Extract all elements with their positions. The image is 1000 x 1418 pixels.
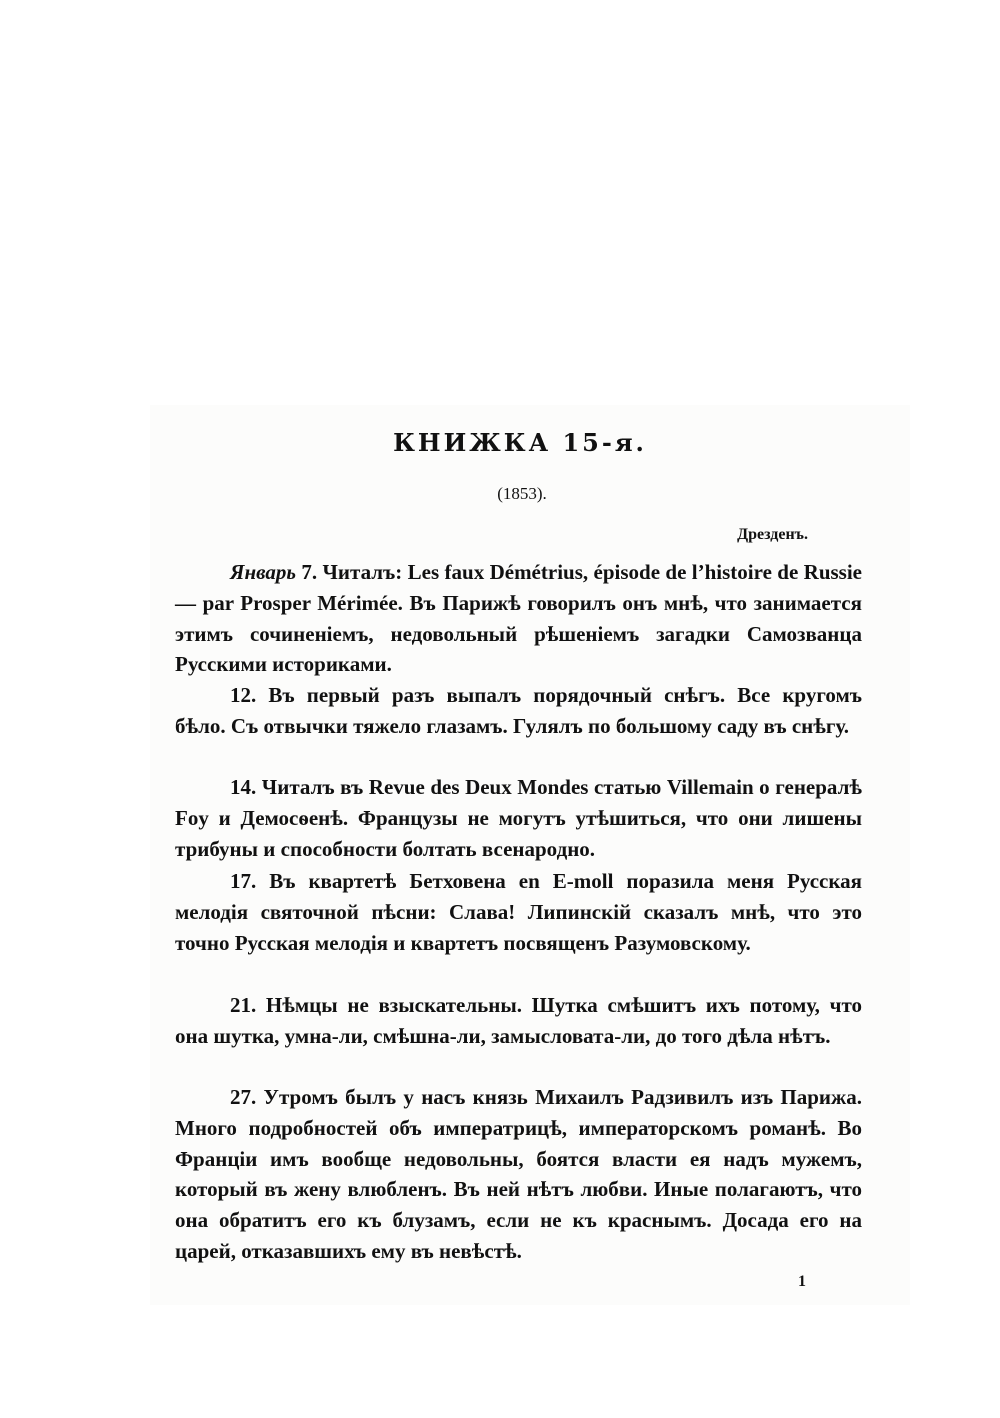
diary-entry: 17. Въ квартетѣ Бетховена en E-moll поразила меня Русская мелодія святочной пѣсни: Слава! Липинскій сказалъ мнѣ, что это точно Русская мелодія и квартетъ посвященъ Разумовскому. — [175, 869, 862, 955]
year: (1853). — [497, 484, 547, 503]
diary-entry: 27. Утромъ былъ у насъ князь Михаилъ Радзивилъ изъ Парижа. Много подробностей объ императрицѣ, императорскомъ романѣ. Во Франціи имъ вообще недовольны, боятся власти ея надъ мужемъ, который въ жену влюбленъ. Въ ней нѣтъ любви. Иные полагаютъ, что она обратитъ его къ блузамъ, если не къ краснымъ. Досада его на царей, отказавшихъ ему въ невѣстѣ. — [175, 1085, 862, 1263]
diary-entry: 12. Въ первый разъ выпалъ порядочный снѣгъ. Все кругомъ бѣло. Съ отвычки тяжело глазамъ. Гулялъ по большому саду въ снѣгу. — [175, 683, 862, 738]
place-heading: Дрезденъ. — [737, 526, 808, 543]
diary-entry: 21. Нѣмцы не взыскательны. Шутка смѣшитъ ихъ потому, что она шутка, умна-ли, смѣшна-ли, замысловата-ли, до того дѣла нѣтъ. — [175, 993, 862, 1048]
entry-month: Январь — [230, 560, 296, 584]
book-title: КНИЖКА 15-я. — [393, 428, 647, 457]
diary-entry — [175, 557, 862, 680]
diary-entry: 14. Читалъ въ Revue des Deux Mondes статью Villemain о генералѣ Foy и Демосѳенѣ. Французы не могутъ утѣшиться, что они лишены трибуны и способности болтать всенародно. — [175, 775, 862, 861]
page-number: 1 — [798, 1273, 806, 1290]
entry-text: 7. Читалъ: Les faux Démétrius, épisode de l’histoire de Russie — par Prosper Mérimée. Въ Парижѣ говорилъ онъ мнѣ, что занимается этимъ сочиненіемъ, недовольный рѣшеніемъ загадки Самозванца Русскими историками. — [175, 560, 862, 677]
